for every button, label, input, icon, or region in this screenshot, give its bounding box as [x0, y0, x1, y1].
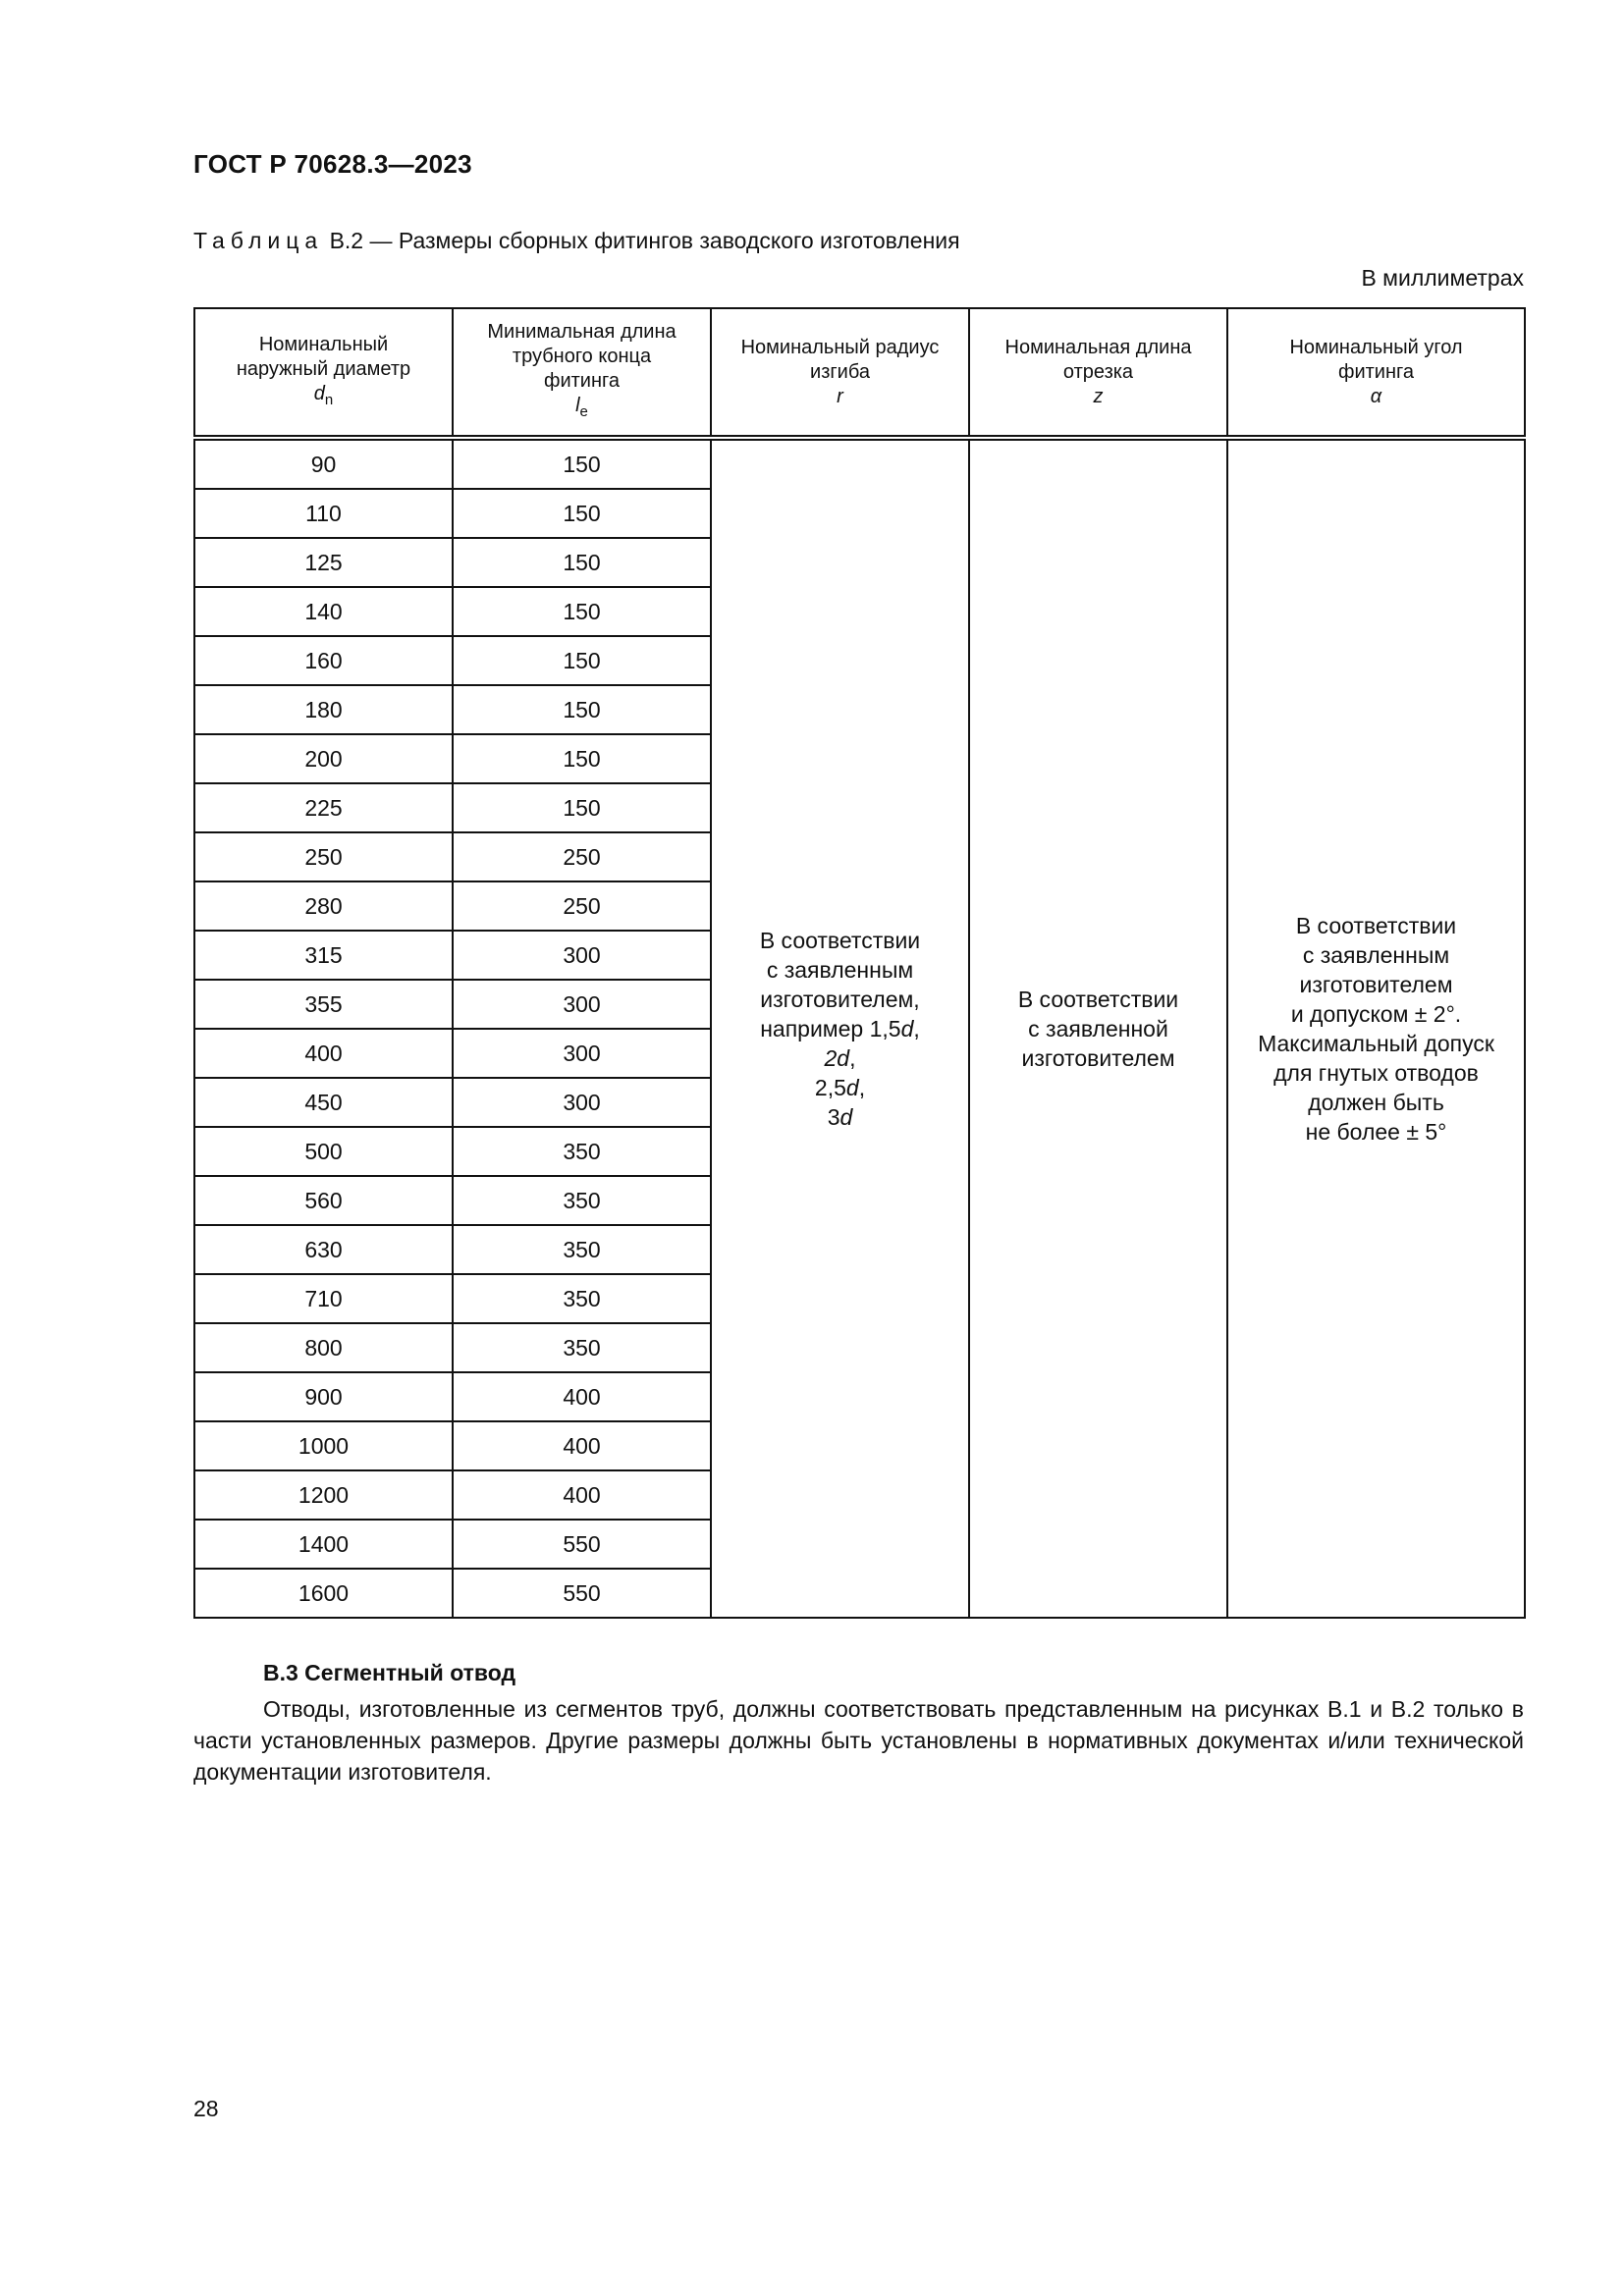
diameter-cell: 560: [194, 1176, 453, 1225]
page-number: 28: [193, 2096, 219, 2121]
pipe-end-length-cell: 250: [453, 881, 711, 931]
radius-text: 2,5: [814, 1075, 846, 1100]
bend-radius-cell: [711, 438, 969, 1618]
radius-symbol: d: [900, 1016, 914, 1041]
pipe-end-length-cell: 150: [453, 734, 711, 783]
column-symbol-subscript: e: [579, 403, 588, 420]
diameter-cell: 90: [194, 438, 453, 489]
length-line: с заявленной: [1028, 1016, 1168, 1041]
angle-line: и допуском ± 2°.: [1290, 1001, 1462, 1027]
diameter-cell: 280: [194, 881, 453, 931]
length-line: В соответствии: [1017, 987, 1179, 1012]
column-header: [711, 308, 969, 438]
column-symbol: l: [575, 395, 580, 416]
pipe-end-length-cell: 400: [453, 1372, 711, 1421]
column-header-line: наружный диаметр: [236, 357, 411, 380]
table-body: [194, 438, 1525, 1618]
diameter-cell: 110: [194, 489, 453, 538]
radius-line: [722, 1073, 958, 1102]
column-header-symbol: [978, 385, 1218, 409]
column-header-line: Номинальный: [258, 333, 389, 355]
pipe-end-length-cell: 550: [453, 1520, 711, 1569]
radius-line: изготовителем,: [760, 987, 920, 1012]
radius-text: ,: [858, 1075, 866, 1100]
pipe-end-length-cell: 150: [453, 438, 711, 489]
angle-line: для гнутых отводов: [1273, 1060, 1479, 1086]
document-code: ГОСТ Р 70628.3—2023: [193, 149, 472, 179]
pipe-end-length-cell: 250: [453, 832, 711, 881]
radius-line: [722, 1102, 958, 1132]
radius-text: ,: [913, 1016, 920, 1041]
diameter-cell: 355: [194, 980, 453, 1029]
pipe-end-length-cell: 150: [453, 685, 711, 734]
diameter-cell: 140: [194, 587, 453, 636]
column-header-line: фитинга: [1338, 360, 1414, 383]
column-header-symbol: [203, 382, 444, 412]
diameter-cell: 200: [194, 734, 453, 783]
column-header-line: Номинальная длина: [1004, 336, 1192, 358]
column-header: [453, 308, 711, 438]
pipe-end-length-cell: 300: [453, 931, 711, 980]
column-header-line: фитинга: [544, 370, 620, 392]
radius-text: ,: [849, 1045, 856, 1071]
pipe-end-length-cell: 150: [453, 538, 711, 587]
pipe-end-length-cell: 350: [453, 1176, 711, 1225]
section-title: В.3 Сегментный отвод: [263, 1660, 516, 1685]
column-header: [969, 308, 1227, 438]
pipe-end-length-cell: 550: [453, 1569, 711, 1618]
angle-line: изготовителем: [1299, 972, 1453, 997]
column-symbol: z: [1093, 385, 1104, 407]
diameter-cell: 1000: [194, 1421, 453, 1470]
column-header-symbol: [461, 394, 702, 424]
pipe-end-length-cell: 300: [453, 1029, 711, 1078]
pipe-end-length-cell: 350: [453, 1274, 711, 1323]
diameter-cell: 450: [194, 1078, 453, 1127]
column-symbol: r: [837, 385, 843, 407]
radius-line: [722, 1043, 958, 1073]
angle-line: В соответствии: [1295, 913, 1457, 938]
column-symbol: d: [313, 382, 325, 404]
units-note: В миллиметрах: [1361, 265, 1524, 291]
pipe-end-length-cell: 350: [453, 1127, 711, 1176]
angle-line: Максимальный допуск: [1258, 1031, 1494, 1056]
angle-line: с заявленным: [1302, 942, 1450, 968]
diameter-cell: 1600: [194, 1569, 453, 1618]
pipe-end-length-cell: 150: [453, 587, 711, 636]
table-caption-label: Таблица: [193, 228, 324, 253]
column-header: [194, 308, 453, 438]
radius-line: с заявленным: [766, 957, 914, 983]
table-row: [194, 438, 1525, 489]
column-symbol-subscript: n: [324, 391, 334, 408]
fitting-angle-cell: [1227, 438, 1525, 1618]
column-header-symbol: [1236, 385, 1516, 409]
radius-line: В соответствии: [759, 928, 921, 953]
pipe-end-length-cell: 150: [453, 636, 711, 685]
radius-symbol: d: [845, 1075, 859, 1100]
diameter-cell: 315: [194, 931, 453, 980]
table-caption: [193, 228, 960, 254]
diameter-cell: 125: [194, 538, 453, 587]
column-header-line: отрезка: [1062, 360, 1134, 383]
diameter-cell: 1200: [194, 1470, 453, 1520]
pipe-end-length-cell: 300: [453, 1078, 711, 1127]
diameter-cell: 180: [194, 685, 453, 734]
length-line: изготовителем: [1021, 1045, 1175, 1071]
table-header-row: [194, 308, 1525, 438]
radius-text: 3: [827, 1104, 840, 1130]
radius-symbol: d: [839, 1104, 853, 1130]
pipe-end-length-cell: 300: [453, 980, 711, 1029]
dimensions-table: [193, 307, 1526, 1619]
pipe-end-length-cell: 400: [453, 1421, 711, 1470]
radius-line: [722, 1014, 958, 1043]
section-body: [193, 1693, 1524, 1788]
radius-text: например 1,5: [760, 1016, 901, 1041]
pipe-end-length-cell: 350: [453, 1225, 711, 1274]
radius-symbol: 2d: [824, 1045, 850, 1071]
column-header-symbol: [720, 385, 960, 409]
column-header-line: трубного конца: [512, 346, 652, 367]
segment-length-cell: [969, 438, 1227, 1618]
diameter-cell: 800: [194, 1323, 453, 1372]
column-header-line: Номинальный радиус: [740, 336, 940, 358]
pipe-end-length-cell: 150: [453, 489, 711, 538]
column-header-line: изгиба: [810, 360, 870, 383]
diameter-cell: 900: [194, 1372, 453, 1421]
diameter-cell: 225: [194, 783, 453, 832]
diameter-cell: 630: [194, 1225, 453, 1274]
column-symbol: α: [1370, 385, 1382, 407]
pipe-end-length-cell: 400: [453, 1470, 711, 1520]
column-header-line: Минимальная длина: [487, 321, 677, 343]
diameter-cell: 160: [194, 636, 453, 685]
pipe-end-length-cell: 350: [453, 1323, 711, 1372]
column-header: [1227, 308, 1525, 438]
diameter-cell: 1400: [194, 1520, 453, 1569]
diameter-cell: 500: [194, 1127, 453, 1176]
angle-line: должен быть: [1308, 1090, 1444, 1115]
table-caption-title: В.2 — Размеры сборных фитингов заводского изготовления: [329, 228, 960, 253]
section-body-text: Отводы, изготовленные из сегментов труб, должны соответствовать представленным на рисунках В.1 и В.2 только в части установленных размеров. Другие размеры должны быть установлены в нормативных документах и/или технической документации изготовителя.: [193, 1696, 1524, 1785]
diameter-cell: 400: [194, 1029, 453, 1078]
column-header-line: Номинальный угол: [1289, 336, 1463, 358]
diameter-cell: 710: [194, 1274, 453, 1323]
pipe-end-length-cell: 150: [453, 783, 711, 832]
angle-line: не более ± 5°: [1305, 1119, 1447, 1145]
diameter-cell: 250: [194, 832, 453, 881]
